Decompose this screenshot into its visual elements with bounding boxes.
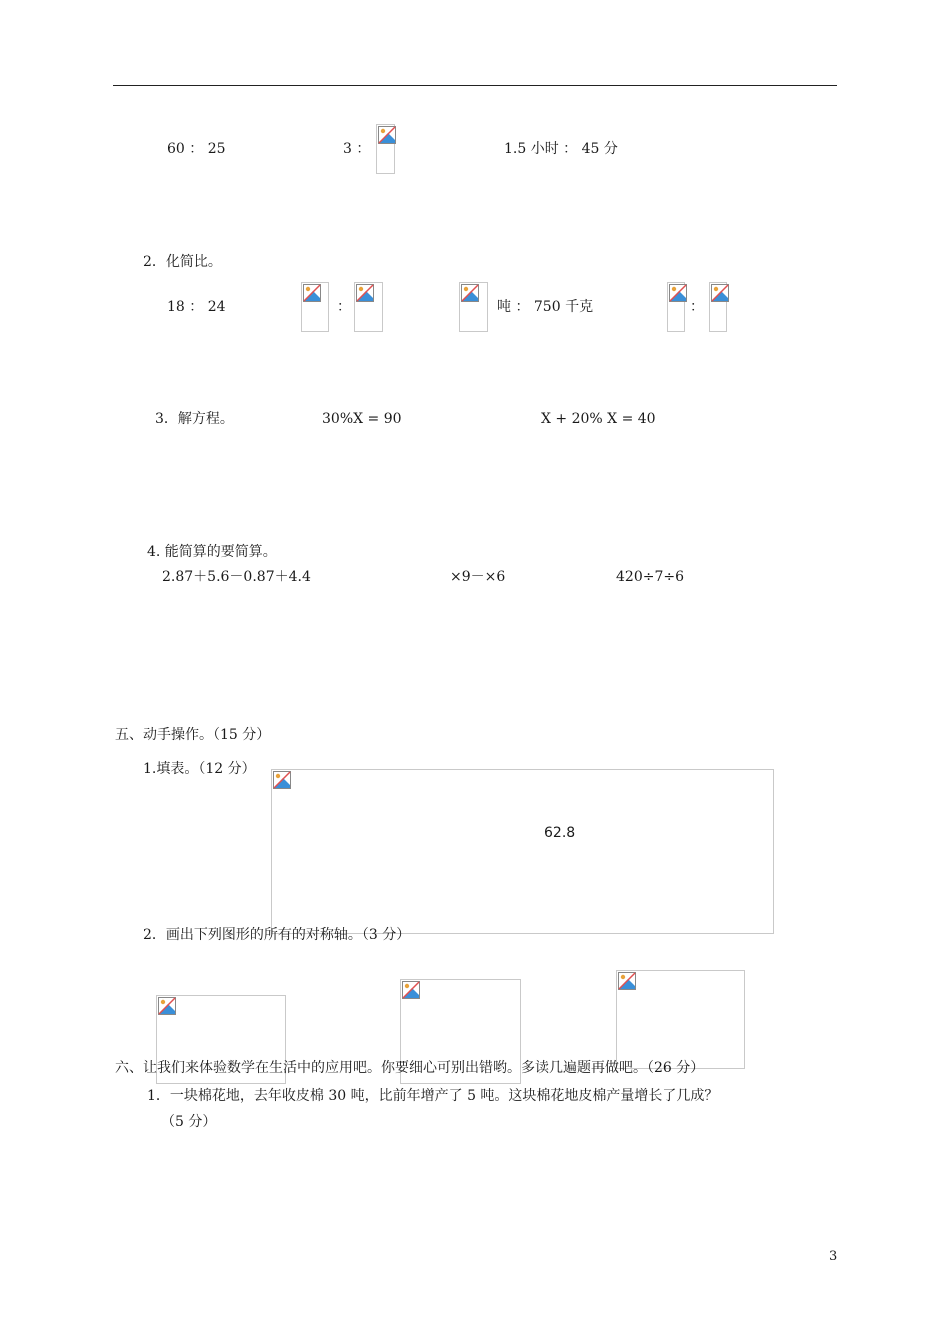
section-5-title: 五、动手操作。（15 分） bbox=[115, 727, 271, 743]
broken-image-icon bbox=[273, 771, 291, 789]
page-number: 3 bbox=[829, 1249, 838, 1264]
calc-expr-2: ×9－×6 bbox=[450, 569, 506, 585]
section-5-item-2: 2．画出下列图形的所有的对称轴。（3 分） bbox=[143, 927, 411, 943]
shape-image-3 bbox=[616, 970, 745, 1069]
calc-expr-3: 420÷7÷6 bbox=[616, 569, 684, 585]
section-5-item-1: 1.填表。（12 分） bbox=[143, 761, 256, 777]
ratio-colon: ： bbox=[337, 299, 351, 315]
q3-title: 3．解方程。 bbox=[155, 411, 234, 427]
broken-image-icon bbox=[461, 284, 479, 302]
ratio-colon: ： bbox=[690, 299, 704, 315]
broken-image-icon bbox=[303, 284, 321, 302]
broken-image-icon bbox=[402, 981, 420, 999]
broken-image-icon bbox=[378, 126, 396, 144]
broken-image-icon bbox=[618, 972, 636, 990]
equation-2: X + 20% X = 40 bbox=[541, 411, 656, 427]
broken-image-icon bbox=[158, 997, 176, 1015]
ratio-expr-2-prefix: 3 ： bbox=[343, 141, 371, 157]
fraction-image bbox=[709, 282, 727, 332]
broken-image-icon bbox=[356, 284, 374, 302]
table-value: 62.8 bbox=[544, 825, 576, 841]
ratio-expr-3: 1.5 小时 ： 45 分 bbox=[504, 141, 618, 157]
equation-1: 30%X = 90 bbox=[322, 411, 402, 427]
fill-table-image bbox=[271, 769, 774, 934]
q2-title: 2．化简比。 bbox=[143, 254, 222, 270]
section-6-item-1-line-1: 1．一块棉花地，去年收皮棉 30 吨，比前年增产了 5 吨。这块棉花地皮棉产量增长了几成？ bbox=[147, 1088, 719, 1104]
broken-image-icon bbox=[669, 284, 687, 302]
fraction-image bbox=[667, 282, 685, 332]
header-rule bbox=[113, 85, 837, 86]
fraction-image bbox=[376, 124, 395, 174]
fraction-image bbox=[354, 282, 383, 332]
section-6-item-1-line-2: （5 分） bbox=[161, 1114, 217, 1130]
calc-expr-1: 2.87＋5.6－0.87＋4.4 bbox=[162, 569, 311, 585]
q4-title: 4. 能简算的要简算。 bbox=[147, 544, 277, 560]
broken-image-icon bbox=[711, 284, 729, 302]
fraction-image bbox=[301, 282, 329, 332]
simplify-expr-3-suffix: 吨 ： 750 千克 bbox=[497, 299, 594, 315]
simplify-expr-1: 18 ： 24 bbox=[167, 299, 226, 315]
fraction-image bbox=[459, 282, 488, 332]
ratio-expr-1: 60 ： 25 bbox=[167, 141, 226, 157]
section-6-title: 六、让我们来体验数学在生活中的应用吧。你要细心可别出错哟。多读几遍题再做吧。（26 分） bbox=[115, 1060, 705, 1076]
